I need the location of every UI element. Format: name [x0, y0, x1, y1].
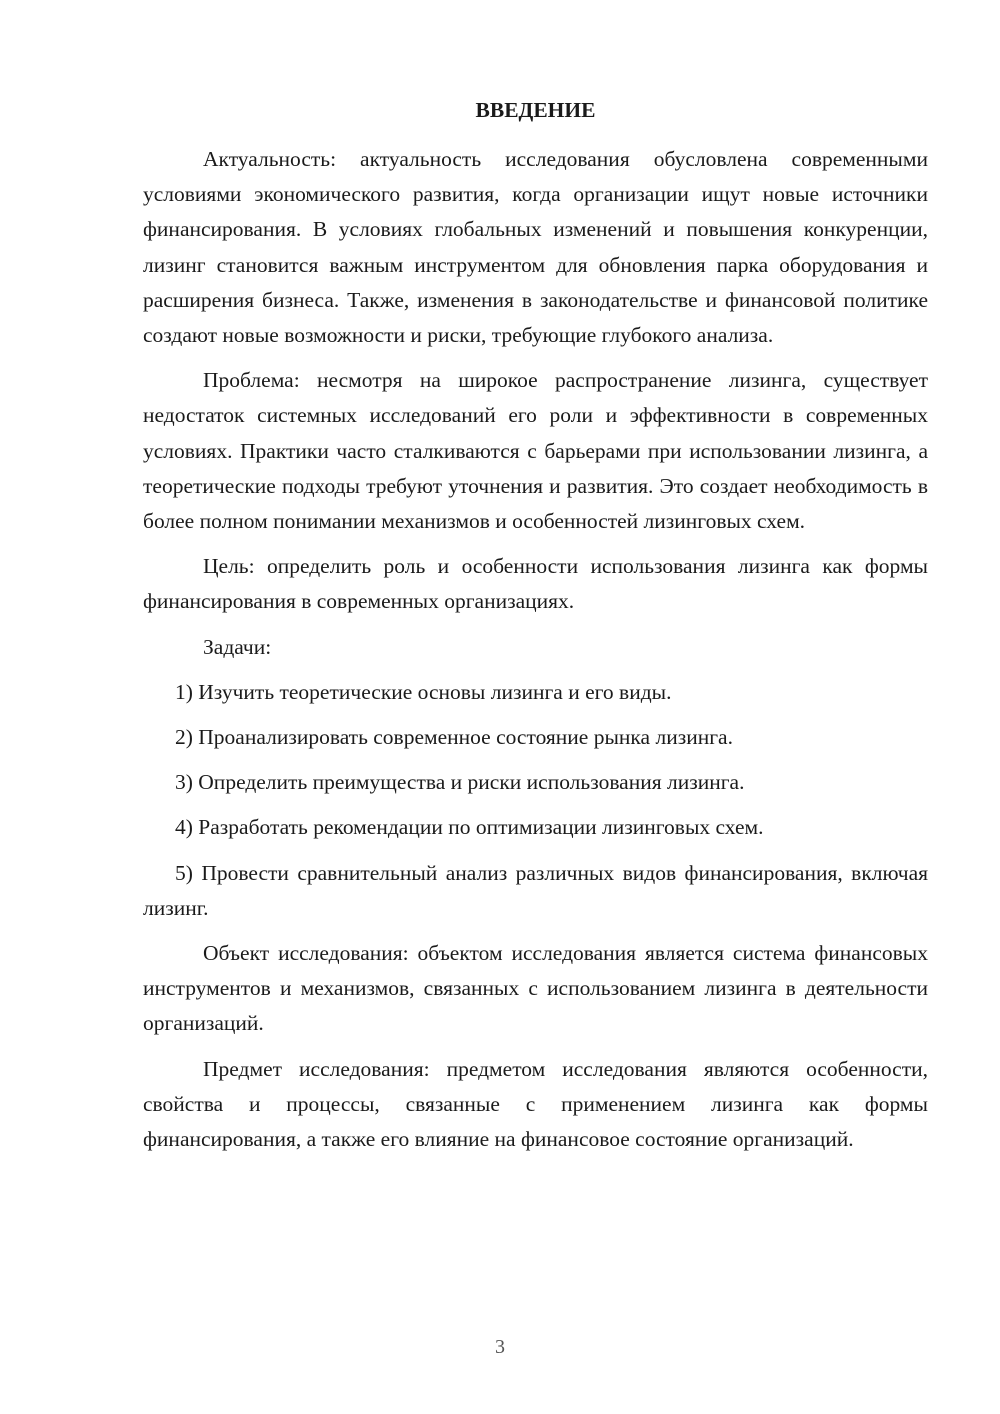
section-title: ВВЕДЕНИЕ [475, 98, 596, 122]
page-number: 3 [495, 1336, 505, 1358]
paragraph-subject: Предмет исследования: предметом исследования являются особенности, свойства и процессы, связанные с применением лизинга как формы финансирования, а также его влияние на финансовое состояние организаций. [143, 1056, 928, 1152]
task-item: 2) Проанализировать современное состояние рынка лизинга. [175, 725, 733, 750]
paragraph-object: Объект исследования: объектом исследования является система финансовых инструментов и механизмов, связанных с использованием лизинга в деятельности организаций. [143, 941, 928, 1036]
task-item: 4) Разработать рекомендации по оптимизации лизинговых схем. [175, 815, 764, 840]
tasks-heading: Задачи: [203, 634, 272, 659]
document-page [143, 95, 928, 1167]
paragraph-relevance: Актуальность: актуальность исследования обусловлена современными условиями экономического развития, когда организации ищут новые источники финансирования. В условиях глобальных изменений и повышения конкуренции, лизинг становится важным инструментом для обновления парка оборудования и расширения бизнеса. Также, изменения в законодательстве и финансовой политике создают новые возможности и риски, требующие глубокого анализа. [143, 147, 928, 348]
task-item: 5) Провести сравнительный анализ различных видов финансирования, включая лизинг. [143, 860, 928, 920]
task-item: 1) Изучить теоретические основы лизинга и его виды. [175, 679, 672, 704]
paragraph-problem: Проблема: несмотря на широкое распространение лизинга, существует недостаток системных исследований его роли и эффективности в современных условиях. Практики часто сталкиваются с барьерами при использовании лизинга, а теоретические подходы требуют уточнения и развития. Это создает необходимость в более полном понимании механизмов и особенностей лизинговых схем. [143, 368, 928, 534]
task-item: 3) Определить преимущества и риски использования лизинга. [175, 770, 745, 795]
paragraph-goal: Цель: определить роль и особенности использования лизинга как формы финансирования в современных организациях. [143, 554, 928, 614]
